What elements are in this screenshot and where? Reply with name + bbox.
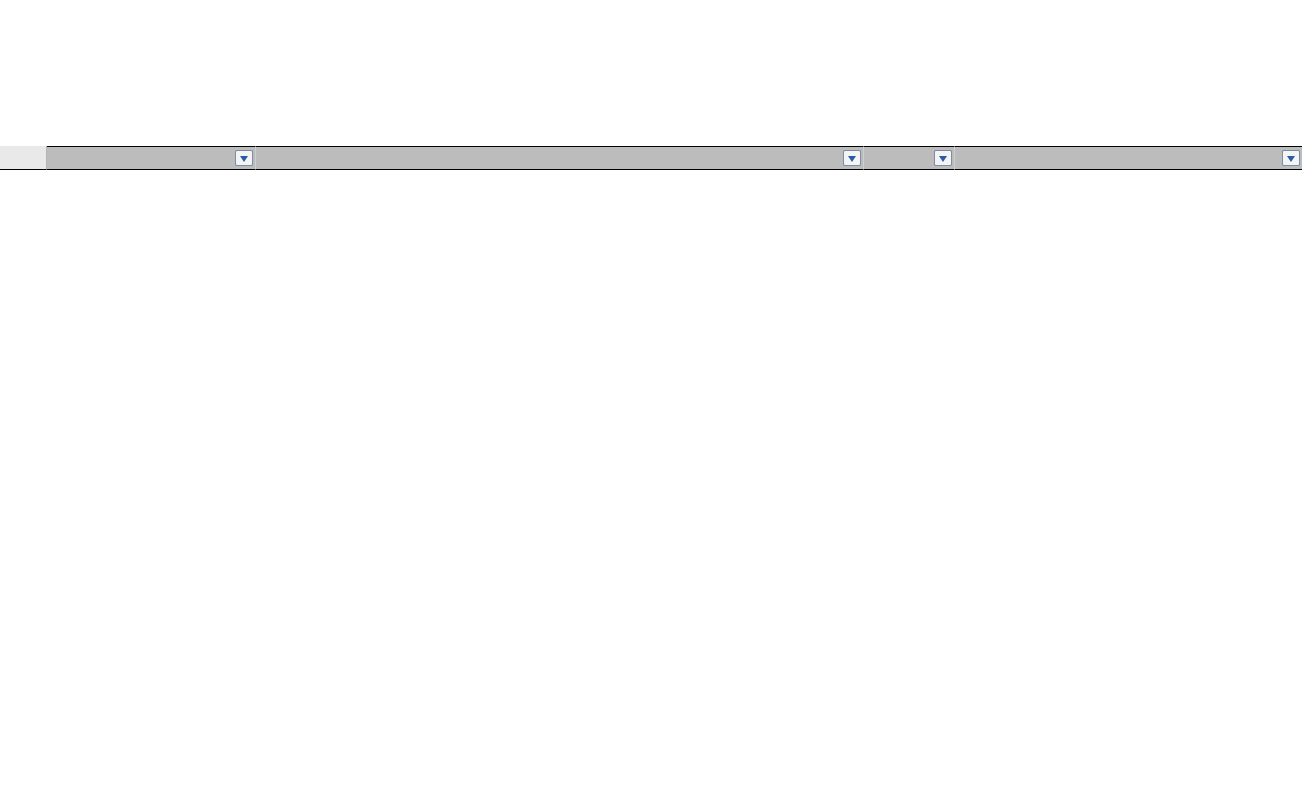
column-header-functional-area[interactable]	[47, 146, 256, 170]
row-header[interactable]	[0, 146, 47, 170]
column-header-requirement[interactable]	[256, 146, 864, 170]
column-header-priority[interactable]	[864, 146, 955, 170]
filter-dropdown-icon[interactable]	[934, 150, 952, 166]
header-row	[0, 146, 1302, 170]
column-header-clarifying-notes[interactable]	[955, 146, 1302, 170]
filter-dropdown-icon[interactable]	[1282, 150, 1300, 166]
filter-dropdown-icon[interactable]	[235, 150, 253, 166]
filter-dropdown-icon[interactable]	[843, 150, 861, 166]
